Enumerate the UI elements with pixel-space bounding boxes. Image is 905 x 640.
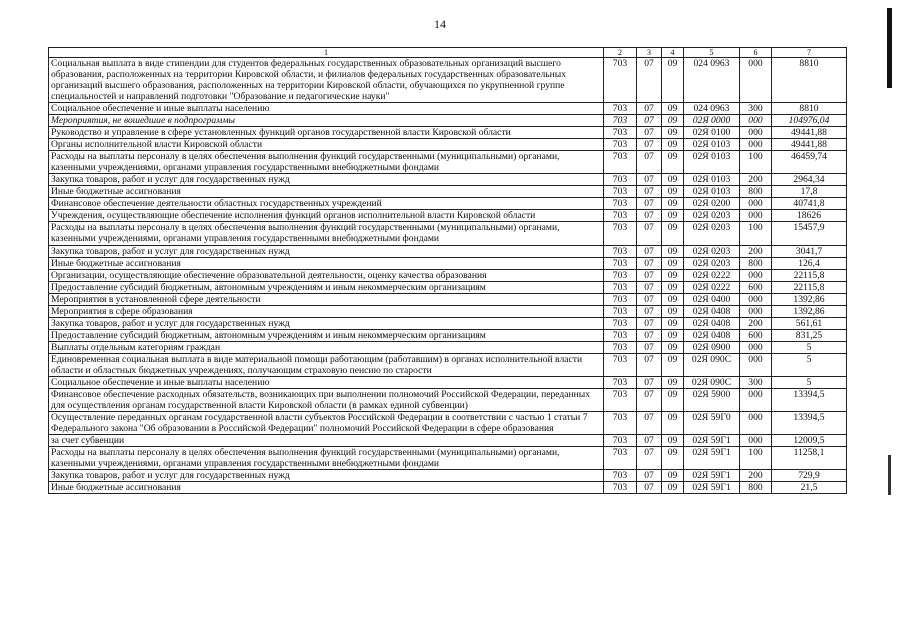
cell-amount: 12009,5 <box>772 435 847 447</box>
cell-ministry-code: 703 <box>604 139 637 151</box>
cell-amount: 5 <box>772 353 847 376</box>
cell-name: Расходы на выплаты персоналу в целях обеспечения выполнения функций государственными (муниципальными) органами, казенными учреждениями, органами управления государственными внебюджетными фондами <box>49 222 604 245</box>
cell-expense-type: 000 <box>740 388 772 411</box>
cell-target-article: 02Я 59Г1 <box>684 447 740 470</box>
cell-amount: 5 <box>772 341 847 353</box>
cell-expense-type: 800 <box>740 257 772 269</box>
cell-target-article: 024 0963 <box>684 103 740 115</box>
cell-section: 07 <box>637 411 662 434</box>
cell-subsection: 09 <box>662 210 684 222</box>
cell-subsection: 09 <box>662 388 684 411</box>
cell-expense-type: 200 <box>740 245 772 257</box>
cell-ministry-code: 703 <box>604 210 637 222</box>
cell-name: Финансовое обеспечение деятельности областных государственных учреждений <box>49 198 604 210</box>
table-body <box>49 48 847 494</box>
cell-section: 07 <box>637 293 662 305</box>
cell-target-article: 02Я 0103 <box>684 139 740 151</box>
cell-ministry-code: 703 <box>604 103 637 115</box>
cell-expense-type: 600 <box>740 281 772 293</box>
cell-subsection: 09 <box>662 139 684 151</box>
cell-ministry-code: 703 <box>604 269 637 281</box>
table-row <box>49 281 847 293</box>
cell-expense-type: 300 <box>740 103 772 115</box>
cell-subsection: 09 <box>662 293 684 305</box>
cell-section: 07 <box>637 139 662 151</box>
cell-section: 07 <box>637 269 662 281</box>
cell-name: Закупка товаров, работ и услуг для государственных нужд <box>49 245 604 257</box>
cell-subsection: 09 <box>662 447 684 470</box>
cell-subsection: 09 <box>662 198 684 210</box>
table-row <box>49 482 847 494</box>
cell-amount: 561,61 <box>772 317 847 329</box>
cell-ministry-code: 703 <box>604 482 637 494</box>
cell-ministry-code: 703 <box>604 376 637 388</box>
header-col-7: 7 <box>772 48 847 58</box>
cell-name: Мероприятия в установленной сфере деятельности <box>49 293 604 305</box>
header-col-4: 4 <box>662 48 684 58</box>
cell-target-article: 02Я 0100 <box>684 127 740 139</box>
cell-section: 07 <box>637 482 662 494</box>
cell-section: 07 <box>637 58 662 103</box>
scan-edge-mark-lower <box>888 455 891 495</box>
table-row <box>49 470 847 482</box>
cell-ministry-code: 703 <box>604 411 637 434</box>
cell-target-article: 02Я 0408 <box>684 305 740 317</box>
cell-target-article: 02Я 59Г1 <box>684 470 740 482</box>
cell-ministry-code: 703 <box>604 186 637 198</box>
cell-expense-type: 000 <box>740 293 772 305</box>
header-col-1: 1 <box>49 48 604 58</box>
cell-subsection: 09 <box>662 269 684 281</box>
cell-name: Социальное обеспечение и иные выплаты населению <box>49 103 604 115</box>
table-row <box>49 222 847 245</box>
cell-name: Предоставление субсидий бюджетным, автономным учреждениям и иным некоммерческим организациям <box>49 329 604 341</box>
table-row <box>49 115 847 127</box>
cell-amount: 11258,1 <box>772 447 847 470</box>
cell-subsection: 09 <box>662 127 684 139</box>
cell-subsection: 09 <box>662 376 684 388</box>
cell-target-article: 02Я 0408 <box>684 329 740 341</box>
cell-subsection: 09 <box>662 329 684 341</box>
cell-section: 07 <box>637 329 662 341</box>
cell-section: 07 <box>637 127 662 139</box>
cell-amount: 104976,04 <box>772 115 847 127</box>
cell-target-article: 02Я 59Г1 <box>684 482 740 494</box>
cell-expense-type: 000 <box>740 139 772 151</box>
cell-section: 07 <box>637 341 662 353</box>
cell-amount: 40741,8 <box>772 198 847 210</box>
table-row <box>49 353 847 376</box>
cell-ministry-code: 703 <box>604 58 637 103</box>
cell-section: 07 <box>637 317 662 329</box>
cell-name: Финансовое обеспечение расходных обязательств, возникающих при выполнении полномочий Российской Федерации, переданных для осуществления органам государственной власти Кировской области (в рамках единой субвенции) <box>49 388 604 411</box>
cell-section: 07 <box>637 257 662 269</box>
cell-amount: 22115,8 <box>772 269 847 281</box>
cell-target-article: 02Я 090С <box>684 376 740 388</box>
cell-expense-type: 000 <box>740 127 772 139</box>
cell-amount: 1392,86 <box>772 305 847 317</box>
cell-expense-type: 200 <box>740 174 772 186</box>
cell-target-article: 02Я 0000 <box>684 115 740 127</box>
cell-subsection: 09 <box>662 257 684 269</box>
cell-name: Закупка товаров, работ и услуг для государственных нужд <box>49 470 604 482</box>
cell-name: Социальная выплата в виде стипендии для студентов федеральных государственных образовательных организаций высшего образования, расположенных на территории Кировской области, и филиалов федеральных государственных образовательных организаций высшего образования, расположенных на территории Кировской области, обучающихся по укрупненной группе специальностей и направлений подготовки "Образование и педагогические науки" <box>49 58 604 103</box>
table-row <box>49 411 847 434</box>
table-row <box>49 447 847 470</box>
cell-amount: 18626 <box>772 210 847 222</box>
cell-name: Предоставление субсидий бюджетным, автономным учреждениям и иным некоммерческим организациям <box>49 281 604 293</box>
cell-subsection: 09 <box>662 353 684 376</box>
cell-subsection: 09 <box>662 186 684 198</box>
cell-section: 07 <box>637 281 662 293</box>
cell-ministry-code: 703 <box>604 257 637 269</box>
cell-amount: 49441,88 <box>772 139 847 151</box>
scan-edge-mark <box>887 8 892 88</box>
cell-ministry-code: 703 <box>604 151 637 174</box>
cell-amount: 1392,86 <box>772 293 847 305</box>
cell-section: 07 <box>637 447 662 470</box>
header-col-5: 5 <box>684 48 740 58</box>
cell-expense-type: 000 <box>740 305 772 317</box>
cell-subsection: 09 <box>662 317 684 329</box>
cell-target-article: 024 0963 <box>684 58 740 103</box>
cell-name: Социальное обеспечение и иные выплаты населению <box>49 376 604 388</box>
cell-ministry-code: 703 <box>604 245 637 257</box>
cell-ministry-code: 703 <box>604 435 637 447</box>
cell-amount: 126,4 <box>772 257 847 269</box>
cell-target-article: 02Я 0103 <box>684 151 740 174</box>
cell-name: Расходы на выплаты персоналу в целях обеспечения выполнения функций государственными (муниципальными) органами, казенными учреждениями, органами управления государственными внебюджетными фондами <box>49 151 604 174</box>
table-row <box>49 210 847 222</box>
cell-expense-type: 100 <box>740 447 772 470</box>
cell-target-article: 02Я 0203 <box>684 210 740 222</box>
cell-section: 07 <box>637 103 662 115</box>
cell-subsection: 09 <box>662 482 684 494</box>
cell-subsection: 09 <box>662 470 684 482</box>
cell-amount: 21,5 <box>772 482 847 494</box>
header-col-2: 2 <box>604 48 637 58</box>
cell-name: Закупка товаров, работ и услуг для государственных нужд <box>49 317 604 329</box>
cell-target-article: 02Я 0222 <box>684 269 740 281</box>
cell-ministry-code: 703 <box>604 353 637 376</box>
cell-amount: 831,25 <box>772 329 847 341</box>
cell-expense-type: 000 <box>740 269 772 281</box>
cell-amount: 5 <box>772 376 847 388</box>
cell-subsection: 09 <box>662 305 684 317</box>
cell-target-article: 02Я 0203 <box>684 245 740 257</box>
header-col-3: 3 <box>637 48 662 58</box>
cell-ministry-code: 703 <box>604 329 637 341</box>
cell-target-article: 02Я 0203 <box>684 257 740 269</box>
table-row <box>49 58 847 103</box>
cell-ministry-code: 703 <box>604 305 637 317</box>
cell-subsection: 09 <box>662 151 684 174</box>
cell-ministry-code: 703 <box>604 317 637 329</box>
cell-section: 07 <box>637 210 662 222</box>
cell-ministry-code: 703 <box>604 198 637 210</box>
cell-expense-type: 000 <box>740 353 772 376</box>
table-row <box>49 127 847 139</box>
table-row <box>49 103 847 115</box>
cell-amount: 3041,7 <box>772 245 847 257</box>
cell-expense-type: 000 <box>740 411 772 434</box>
table-header-row <box>49 48 847 58</box>
cell-target-article: 02Я 0203 <box>684 222 740 245</box>
cell-name: Иные бюджетные ассигнования <box>49 186 604 198</box>
cell-section: 07 <box>637 470 662 482</box>
cell-expense-type: 000 <box>740 58 772 103</box>
cell-name: Иные бюджетные ассигнования <box>49 257 604 269</box>
cell-subsection: 09 <box>662 58 684 103</box>
table-row <box>49 151 847 174</box>
cell-amount: 13394,5 <box>772 388 847 411</box>
table-row <box>49 139 847 151</box>
cell-subsection: 09 <box>662 174 684 186</box>
table-row <box>49 329 847 341</box>
cell-expense-type: 100 <box>740 151 772 174</box>
cell-amount: 8810 <box>772 103 847 115</box>
table-row <box>49 435 847 447</box>
table-row <box>49 376 847 388</box>
cell-amount: 2964,34 <box>772 174 847 186</box>
cell-ministry-code: 703 <box>604 447 637 470</box>
table-row <box>49 317 847 329</box>
cell-expense-type: 000 <box>740 198 772 210</box>
table-row <box>49 257 847 269</box>
cell-section: 07 <box>637 245 662 257</box>
cell-name: Закупка товаров, работ и услуг для государственных нужд <box>49 174 604 186</box>
cell-expense-type: 000 <box>740 115 772 127</box>
cell-target-article: 02Я 59Г0 <box>684 411 740 434</box>
cell-name: Иные бюджетные ассигнования <box>49 482 604 494</box>
cell-ministry-code: 703 <box>604 115 637 127</box>
cell-expense-type: 800 <box>740 186 772 198</box>
cell-name: Расходы на выплаты персоналу в целях обеспечения выполнения функций государственными (муниципальными) органами, казенными учреждениями, органами управления государственными внебюджетными фондами <box>49 447 604 470</box>
cell-section: 07 <box>637 115 662 127</box>
table-row <box>49 186 847 198</box>
cell-name: Руководство и управление в сфере установленных функций органов государственной власти Кировской области <box>49 127 604 139</box>
cell-amount: 729,9 <box>772 470 847 482</box>
cell-name: Осуществление переданных органам государственной власти субъектов Российской Федерации в соответствии с частью 1 статьи 7 Федерального закона "Об образовании в Российской Федерации" полномочий Российской Федерации в сфере образования <box>49 411 604 434</box>
cell-expense-type: 000 <box>740 341 772 353</box>
table-row <box>49 198 847 210</box>
cell-amount: 15457,9 <box>772 222 847 245</box>
cell-section: 07 <box>637 435 662 447</box>
cell-subsection: 09 <box>662 341 684 353</box>
cell-subsection: 09 <box>662 222 684 245</box>
cell-amount: 49441,88 <box>772 127 847 139</box>
cell-target-article: 02Я 0222 <box>684 281 740 293</box>
cell-expense-type: 200 <box>740 470 772 482</box>
cell-ministry-code: 703 <box>604 388 637 411</box>
cell-expense-type: 000 <box>740 435 772 447</box>
cell-name: Органы исполнительной власти Кировской области <box>49 139 604 151</box>
cell-target-article: 02Я 0103 <box>684 186 740 198</box>
cell-section: 07 <box>637 222 662 245</box>
cell-subsection: 09 <box>662 281 684 293</box>
cell-target-article: 02Я 0103 <box>684 174 740 186</box>
cell-name: Мероприятия в сфере образования <box>49 305 604 317</box>
cell-name: за счет субвенции <box>49 435 604 447</box>
cell-name: Выплаты отдельным категориям граждан <box>49 341 604 353</box>
cell-subsection: 09 <box>662 103 684 115</box>
cell-subsection: 09 <box>662 411 684 434</box>
table-row <box>49 293 847 305</box>
cell-expense-type: 200 <box>740 317 772 329</box>
cell-target-article: 02Я 59Г1 <box>684 435 740 447</box>
budget-table <box>48 47 847 494</box>
cell-subsection: 09 <box>662 245 684 257</box>
cell-ministry-code: 703 <box>604 281 637 293</box>
cell-amount: 13394,5 <box>772 411 847 434</box>
cell-name: Организации, осуществляющие обеспечение образовательной деятельности, оценку качества образования <box>49 269 604 281</box>
cell-target-article: 02Я 0900 <box>684 341 740 353</box>
cell-section: 07 <box>637 198 662 210</box>
cell-expense-type: 600 <box>740 329 772 341</box>
table-row <box>49 305 847 317</box>
table-row <box>49 174 847 186</box>
cell-amount: 22115,8 <box>772 281 847 293</box>
cell-section: 07 <box>637 151 662 174</box>
cell-section: 07 <box>637 186 662 198</box>
cell-subsection: 09 <box>662 115 684 127</box>
cell-name: Единовременная социальная выплата в виде материальной помощи работающим (работавшим) в органах исполнительной власти области и областных бюджетных учреждениях, получающим страховую пенсию по старости <box>49 353 604 376</box>
cell-section: 07 <box>637 305 662 317</box>
table-row <box>49 341 847 353</box>
table-row <box>49 269 847 281</box>
table-row <box>49 245 847 257</box>
cell-target-article: 02Я 090С <box>684 353 740 376</box>
cell-target-article: 02Я 0408 <box>684 317 740 329</box>
cell-ministry-code: 703 <box>604 341 637 353</box>
cell-target-article: 02Я 5900 <box>684 388 740 411</box>
header-col-6: 6 <box>740 48 772 58</box>
cell-expense-type: 300 <box>740 376 772 388</box>
cell-target-article: 02Я 0200 <box>684 198 740 210</box>
cell-amount: 17,8 <box>772 186 847 198</box>
cell-name: Мероприятия, не вошедшие в подпрограммы <box>49 115 604 127</box>
cell-section: 07 <box>637 376 662 388</box>
cell-ministry-code: 703 <box>604 127 637 139</box>
cell-ministry-code: 703 <box>604 293 637 305</box>
page-number: 14 <box>434 17 446 31</box>
table-row <box>49 388 847 411</box>
cell-amount: 8810 <box>772 58 847 103</box>
cell-section: 07 <box>637 353 662 376</box>
cell-expense-type: 100 <box>740 222 772 245</box>
cell-section: 07 <box>637 388 662 411</box>
cell-subsection: 09 <box>662 435 684 447</box>
cell-ministry-code: 703 <box>604 222 637 245</box>
cell-section: 07 <box>637 174 662 186</box>
cell-expense-type: 800 <box>740 482 772 494</box>
cell-name: Учреждения, осуществляющие обеспечение исполнения функций органов исполнительной власти Кировской области <box>49 210 604 222</box>
cell-ministry-code: 703 <box>604 470 637 482</box>
cell-amount: 46459,74 <box>772 151 847 174</box>
cell-target-article: 02Я 0400 <box>684 293 740 305</box>
cell-expense-type: 000 <box>740 210 772 222</box>
cell-ministry-code: 703 <box>604 174 637 186</box>
